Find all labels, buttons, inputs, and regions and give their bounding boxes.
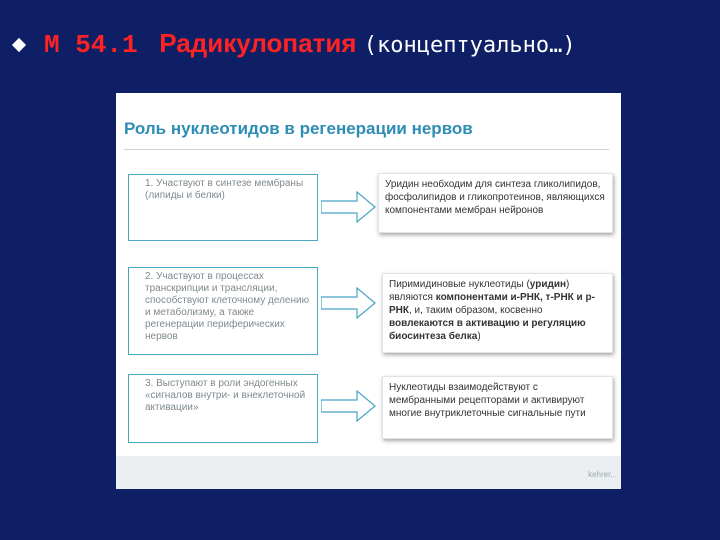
effect-box-3: Нуклеотиды взаимодействуют с мембранными рецепторами и активируют многие внутриклеточные сигнальные пути [382,376,613,439]
publisher-logo: kehrer... [588,470,617,479]
title-bullet-icon [12,38,26,52]
panel-divider [124,149,609,150]
effect-2-part-2: уридин [529,279,567,290]
slide-code: M 54.1 [44,30,138,60]
slide-subtitle: (концептуально…) [363,33,576,58]
content-panel [116,93,621,489]
role-box-2: 2. Участвуют в процессах транскрипции и трансляции, способствуют клеточному делению и метаболизму, а также регенерации периферических нервов [128,267,318,355]
effect-2-part-7: ) [477,331,481,342]
effect-2-part-3: ) являются [389,279,570,303]
arrow-right-icon [321,390,377,422]
effect-2-part-4: компонентами и-РНК, т-РНК и р-РНК [389,292,595,316]
role-box-3: 3. Выступают в роли эндогенных «сигналов внутри- и внеклеточной активации» [128,374,318,443]
effect-box-2 [382,273,613,353]
panel-footer [116,456,621,489]
effect-2-part-1: Пиримидиновые нуклеотиды ( [389,279,530,290]
slide-title-text: Радикулопатия [159,28,357,58]
effect-box-1: Уридин необходим для синтеза гликолипидов, фосфолипидов и гликопротеинов, являющихся компонентами мембран нейронов [378,173,613,233]
panel-title: Роль нуклеотидов в регенерации нервов [124,119,473,138]
arrow-right-icon [321,287,377,319]
slide-title [44,28,576,60]
arrow-right-icon [321,191,377,223]
role-box-1: 1. Участвуют в синтезе мембраны (липиды и белки) [128,174,318,241]
effect-2-part-6: вовлекаются в активацию и регуляцию биосинтеза белка [389,318,586,342]
effect-2-part-5: , и, таким образом, косвенно [409,305,543,316]
